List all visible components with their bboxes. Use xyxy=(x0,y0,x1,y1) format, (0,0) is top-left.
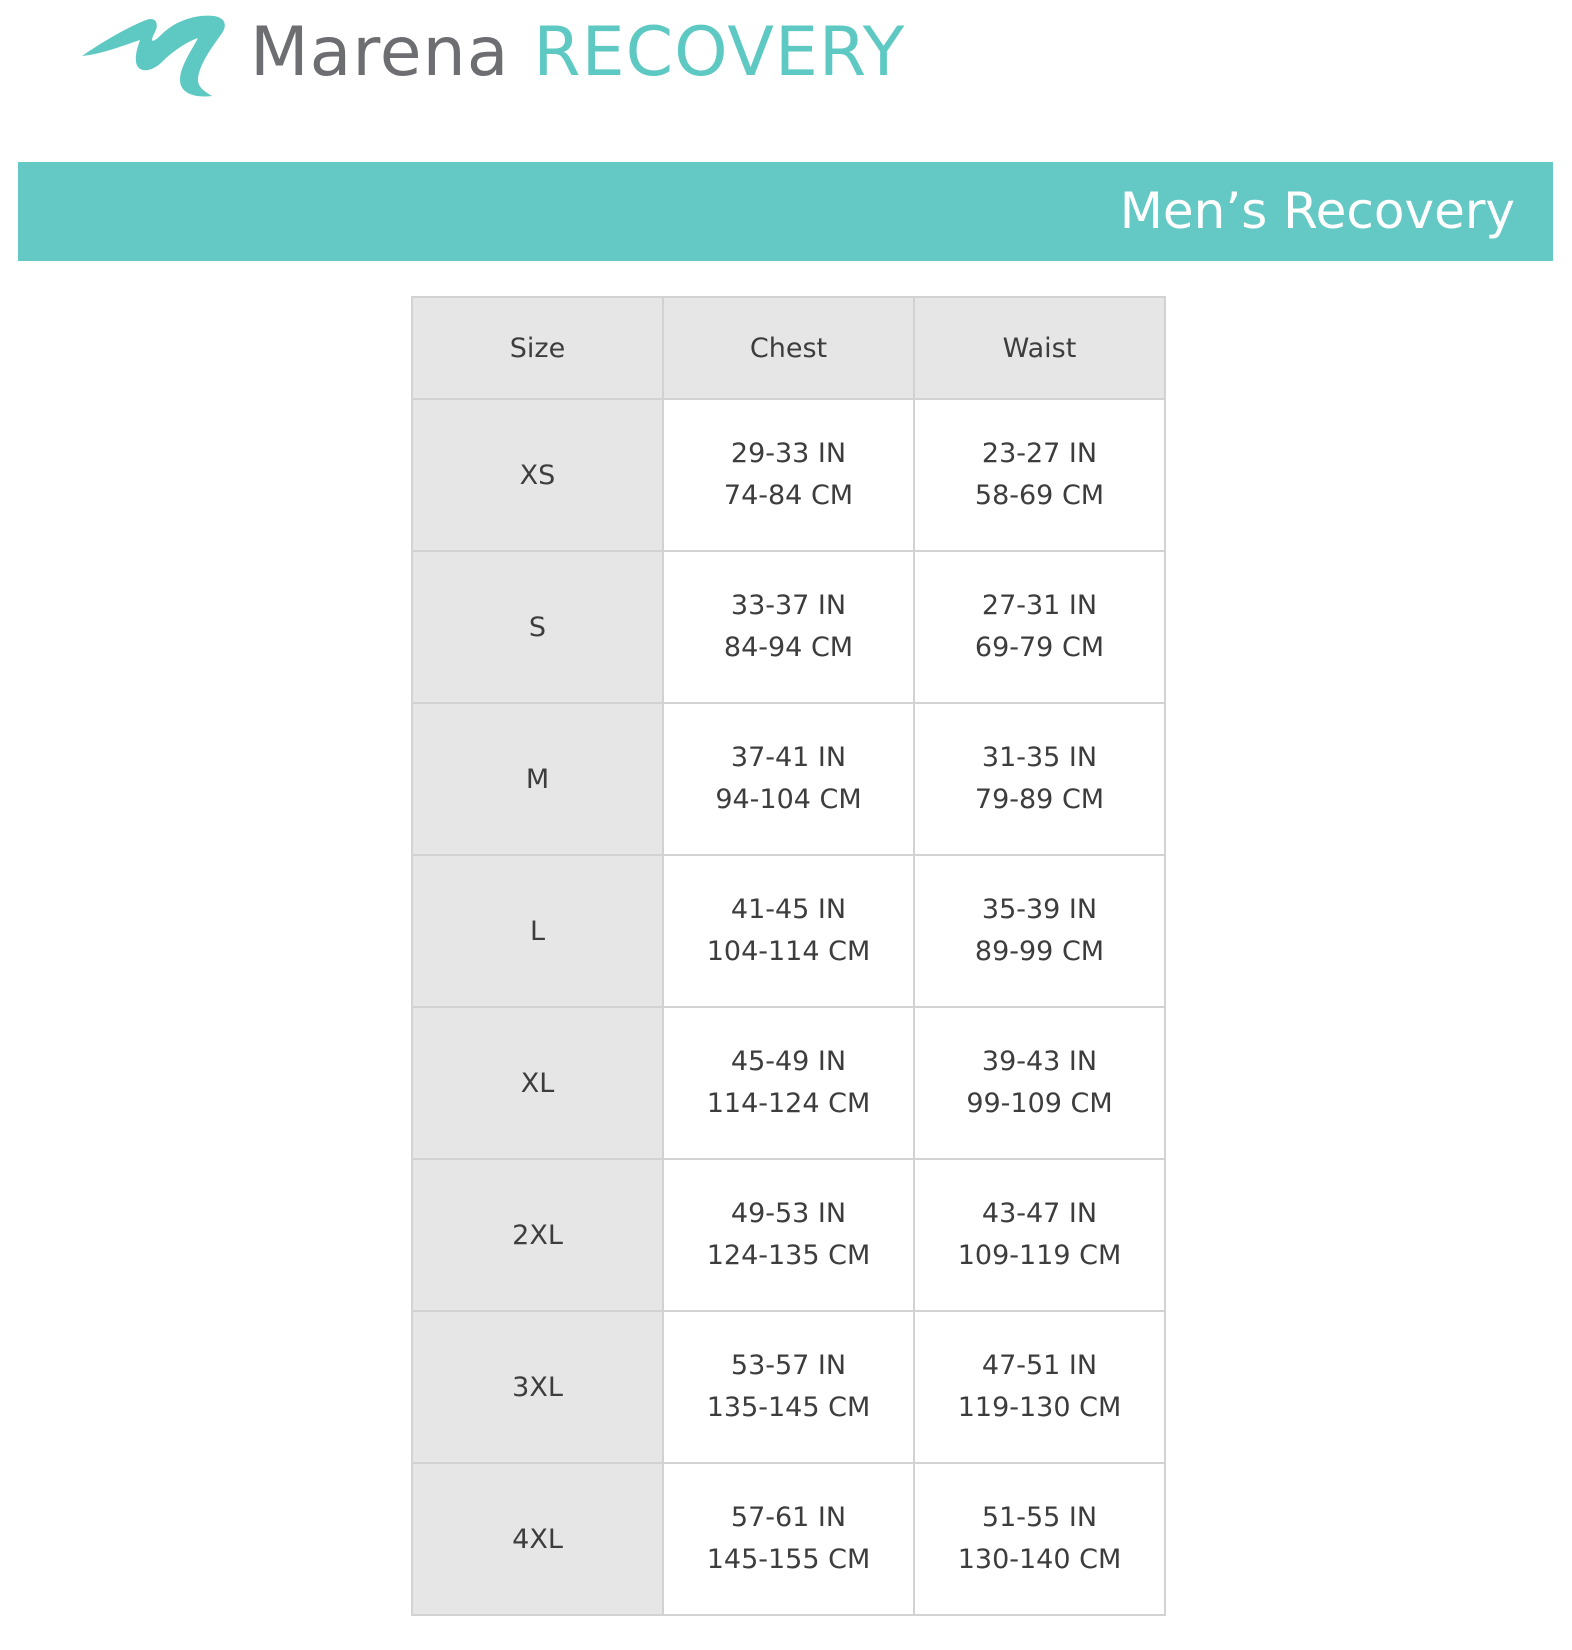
waist-cm-value: 109-119 CM xyxy=(957,1240,1122,1271)
chest-in-value: 41-45 IN xyxy=(730,894,847,925)
chest-in-value: 33-37 IN xyxy=(730,590,847,621)
chest-cm-value: 94-104 CM xyxy=(715,784,862,815)
size-cell: XS xyxy=(412,399,663,551)
waist-cm-value: 119-130 CM xyxy=(957,1392,1122,1423)
chest-cell xyxy=(663,1159,914,1311)
header-chest: Chest xyxy=(663,297,914,399)
waist-cm-value: 99-109 CM xyxy=(966,1088,1113,1119)
chest-cell xyxy=(663,551,914,703)
waist-cm-value: 79-89 CM xyxy=(974,784,1105,815)
waist-in-value: 27-31 IN xyxy=(981,590,1098,621)
size-cell: XL xyxy=(412,1007,663,1159)
waist-cell xyxy=(914,1463,1165,1615)
size-cell: 3XL xyxy=(412,1311,663,1463)
size-cell: S xyxy=(412,551,663,703)
chest-in-value: 45-49 IN xyxy=(730,1046,847,1077)
chest-cell xyxy=(663,855,914,1007)
chest-cell xyxy=(663,1007,914,1159)
size-cell: 2XL xyxy=(412,1159,663,1311)
marena-swoosh-icon xyxy=(80,8,230,98)
chest-in-value: 37-41 IN xyxy=(730,742,847,773)
waist-in-value: 47-51 IN xyxy=(981,1350,1098,1381)
chest-cm-value: 135-145 CM xyxy=(706,1392,871,1423)
section-banner xyxy=(18,162,1553,261)
size-cell: 4XL xyxy=(412,1463,663,1615)
chest-cell xyxy=(663,399,914,551)
table-row xyxy=(412,399,1165,551)
chest-cm-value: 84-94 CM xyxy=(723,632,854,663)
waist-in-value: 35-39 IN xyxy=(981,894,1098,925)
chest-cm-value: 145-155 CM xyxy=(706,1544,871,1575)
chest-cell xyxy=(663,1311,914,1463)
banner-title: Men’s Recovery xyxy=(1119,182,1515,240)
logo-product-text: RECOVERY xyxy=(533,13,906,92)
table-row xyxy=(412,855,1165,1007)
chest-cm-value: 74-84 CM xyxy=(723,480,854,511)
waist-in-value: 31-35 IN xyxy=(981,742,1098,773)
waist-cell xyxy=(914,1159,1165,1311)
logo-brand-text: Marena xyxy=(250,13,510,92)
waist-in-value: 39-43 IN xyxy=(981,1046,1098,1077)
size-cell: M xyxy=(412,703,663,855)
chest-in-value: 29-33 IN xyxy=(730,438,847,469)
waist-cell xyxy=(914,1311,1165,1463)
chest-cm-value: 104-114 CM xyxy=(706,936,871,967)
chest-in-value: 57-61 IN xyxy=(730,1502,847,1533)
waist-cell xyxy=(914,1007,1165,1159)
size-chart-table xyxy=(411,296,1166,1616)
waist-in-value: 43-47 IN xyxy=(981,1198,1098,1229)
table-row xyxy=(412,1463,1165,1615)
waist-cell xyxy=(914,551,1165,703)
table-header-row xyxy=(412,297,1165,399)
table-row xyxy=(412,1311,1165,1463)
waist-cm-value: 130-140 CM xyxy=(957,1544,1122,1575)
table-row xyxy=(412,1159,1165,1311)
waist-cm-value: 89-99 CM xyxy=(974,936,1105,967)
size-cell: L xyxy=(412,855,663,1007)
table-row xyxy=(412,1007,1165,1159)
waist-cell xyxy=(914,399,1165,551)
chest-cm-value: 114-124 CM xyxy=(706,1088,871,1119)
chest-cm-value: 124-135 CM xyxy=(706,1240,871,1271)
chest-cell xyxy=(663,1463,914,1615)
table-row xyxy=(412,551,1165,703)
header-size: Size xyxy=(412,297,663,399)
table-row xyxy=(412,703,1165,855)
chest-cell xyxy=(663,703,914,855)
header-waist: Waist xyxy=(914,297,1165,399)
waist-in-value: 51-55 IN xyxy=(981,1502,1098,1533)
brand-logo xyxy=(80,8,905,98)
waist-cell xyxy=(914,855,1165,1007)
waist-cm-value: 69-79 CM xyxy=(974,632,1105,663)
chest-in-value: 53-57 IN xyxy=(730,1350,847,1381)
waist-in-value: 23-27 IN xyxy=(981,438,1098,469)
waist-cell xyxy=(914,703,1165,855)
chest-in-value: 49-53 IN xyxy=(730,1198,847,1229)
waist-cm-value: 58-69 CM xyxy=(974,480,1105,511)
